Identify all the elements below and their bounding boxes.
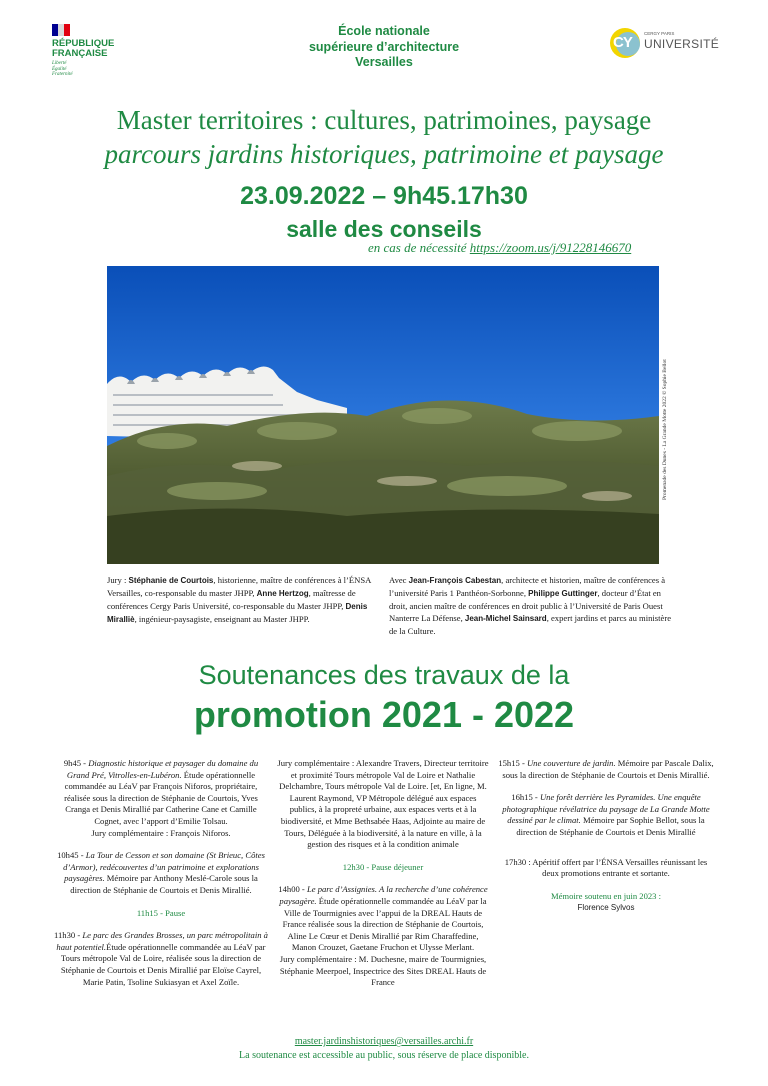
- master-title: Master territoires : cultures, patrimoines, paysage: [116, 105, 652, 135]
- promotion-heading: promotion 2021 - 2022: [193, 694, 575, 735]
- session-1: [54, 758, 268, 839]
- jury-prefix: Jury :: [107, 575, 129, 585]
- jury-name-1: Stéphanie de Courtois: [128, 576, 214, 585]
- jury-right-name-3: Jean-Michel Sainsard: [464, 614, 547, 623]
- school-line-3: Versailles: [355, 55, 413, 69]
- session-2: [54, 850, 268, 896]
- jury-right-name-2: Philippe Guttinger: [528, 589, 598, 598]
- session-text: Mémoire par Anthony Meslé-Carole sous la direction de Stéphanie de Courtois et Denis Mirallié.: [70, 873, 258, 895]
- contact-email-link[interactable]: master.jardinshistoriques@versailles.archi.fr: [294, 1036, 474, 1047]
- pause: 11h15 - Pause: [136, 907, 186, 918]
- jury-right-prefix: Avec: [389, 575, 409, 585]
- session-time: 16h15 -: [511, 792, 540, 803]
- school-name: [234, 24, 534, 71]
- rf-motto-3: Fraternité: [52, 72, 73, 77]
- session-title: Diagnostic historique et paysager du domaine du Grand Pré, Vitrolles-en-Lubéron.: [66, 758, 259, 780]
- jury-text-1: , historienne, maître de conférences à l’ÉNSA Versailles, co-responsable du master JHPP,: [107, 575, 371, 598]
- jury-name-3: Denis Miralliè: [107, 602, 368, 624]
- session-title: Une forêt derrière les Pyramides. Une enquête photographique révélatrice du paysage de La Grande Motte dessiné par le climat.: [502, 792, 710, 826]
- session-text: Mémoire par Sophie Bellot, sous la direction de Stéphanie de Courtois et Denis Mirallié: [516, 815, 705, 837]
- jury-right-text-1: , architecte et historien, maître de conférences à l’université Paris 1 Panthéon-Sorbonne,: [389, 575, 666, 598]
- jury-text-3: , ingénieur-paysagiste, enseignant au Master JHPP.: [134, 614, 310, 624]
- session-time: 15h15 -: [498, 758, 527, 768]
- session-text: Étude opérationnelle commandée au LéaV par Tours métropole Val de Loire, réalisée sous la direction de Stéphanie de Courtois et Denis Mirallié par Eloïse Cayrel, Marie Patin, Tsoline Sukiasyan et Axel Zoïle.: [60, 941, 266, 987]
- rf-title-line1: RÉPUBLIQUE: [52, 38, 115, 49]
- session-title: Le parc d’Assignies. A la recherche d’une cohérence paysagère.: [279, 884, 488, 906]
- session-3-jury: Jury complémentaire : Alexandre Travers, Directeur territoire et proximité Tours métropole Val de Loire et Nathalie Delchambre, Tours métropole Val de Loire. [et, En ligne, M. Laurent Raymond, VP Métropole délégué aux espaces publics, à la propreté urbaine, aux espaces verts et à la biodiversité, et Mme Bethsabée Haas, Adjointe au maire de Tours, Déléguée à la biodiversité, à la nature en ville, à la gestion des risques et à la condition animale: [277, 758, 489, 850]
- session-time: 10h45 -: [57, 850, 86, 861]
- rf-motto-1: Liberté: [52, 61, 67, 66]
- jury-left: [107, 574, 377, 626]
- master-subtitle: parcours jardins historiques, patrimoine et paysage: [104, 139, 664, 169]
- jury-right: [389, 574, 675, 637]
- jury-right-text-3: , expert jardins et parcs au ministère de la Culture.: [389, 613, 672, 636]
- session-jury: Jury complémentaire : François Niforos.: [91, 827, 231, 838]
- pause-lunch: 12h30 - Pause déjeuner: [342, 861, 424, 872]
- session-4: [276, 884, 490, 988]
- photo-credit: [662, 330, 674, 500]
- session-6: [498, 792, 714, 838]
- session-title: Le parc des Grandes Brosses, un parc métropolitain à haut potentiel.: [56, 930, 268, 952]
- soutenances-heading: Soutenances des travaux de la: [198, 660, 570, 690]
- jury-right-name-1: Jean-François Cabestan: [408, 576, 502, 585]
- jury-text-2: , maîtresse de conférences Cergy Paris Université, co-responsable du Master JHPP,: [107, 588, 356, 611]
- event-date: 23.09.2022 – 9h45.17h30: [240, 182, 528, 210]
- jury-right-text-2: , docteur d’État en droit, ancien maître de conférences en droit public à l’Université de Paris Ouest Nanterre La Défense,: [389, 588, 663, 623]
- session-text: Étude opérationnelle commandée au LéaV par François Niforos, propriétaire, réalisée sous la direction de Stéphanie de Courtois, Yves Cranga et Denis Mirallié par Catherine Cane et Camille Cognet, avec l’apport d’Emilie Tolsau.: [64, 769, 258, 826]
- session-5: [498, 758, 714, 781]
- session-time: 14h00 -: [278, 884, 307, 895]
- rf-motto-2: Égalité: [52, 66, 67, 72]
- school-line-1: École nationale: [338, 24, 430, 38]
- event-room: salle des conseils: [286, 216, 482, 242]
- session-title: La Tour de Cesson et son domaine (St Brieuc, Côtes d’Armor), redécouvertes d’un patrimoine et explorations paysagères.: [63, 850, 265, 884]
- session-text: Mémoire par Pascale Dalix, sous la direction de Stéphanie de Courtois et Denis Mirallié.: [502, 758, 714, 780]
- aperitif: 17h30 : Apéritif offert par l’ÉNSA Versailles réunissant les deux promotions entrante et sortante.: [504, 856, 708, 879]
- session-text: Étude opérationnelle commandée au LéaV par la Ville de Tourmignies avec l’appui de la DREAL Hauts de France réalisée sous la direction de Stéphanie de Courtois, Aline Le Cœur et Denis Mirallié par Rim Charaffedine, Manon Crouzet, Gaetane Fruchon et Ulysse Merlant.: [282, 895, 487, 953]
- zoom-prefix: en cas de nécessité: [368, 240, 470, 255]
- republique-francaise-logo: [52, 24, 132, 78]
- program-column-1: [54, 758, 268, 999]
- cy-letters: CY: [613, 34, 632, 51]
- cy-universite-text: UNIVERSITÉ: [644, 37, 720, 51]
- jury-name-2: Anne Hertzog: [256, 589, 309, 598]
- photo-credit-text: Promenade des Dunes - La Grande Motte 2022 © Sophie Bellot: [662, 359, 668, 500]
- rf-motto: [52, 61, 132, 78]
- session-time: 11h30 -: [54, 930, 83, 941]
- zoom-link[interactable]: https://zoom.us/j/91228146670: [469, 240, 632, 255]
- cy-small-text: CERGY PARIS: [644, 31, 675, 36]
- school-line-2: supérieure d’architecture: [308, 39, 460, 54]
- dunes-photo: [107, 266, 659, 564]
- zoom-line: [368, 240, 688, 256]
- memoire-name: Florence Sylvos: [577, 903, 635, 913]
- footer-note: La soutenance est accessible au public, sous réserve de place disponible.: [239, 1050, 529, 1061]
- session-jury: Jury complémentaire : M. Duchesne, maire de Tourmignies, Stéphanie Meerpoel, Inspectrice des Sites DREAL Hauts de France: [279, 953, 487, 988]
- cy-universite-logo: [610, 28, 720, 62]
- session-time: 9h45 -: [63, 758, 89, 768]
- memoire-label: Mémoire soutenu en juin 2023 :: [550, 890, 662, 901]
- memoire-block: [498, 891, 714, 914]
- program-column-2: [276, 758, 490, 1000]
- session-title: Une couverture de jardin.: [526, 758, 616, 768]
- rf-title-line2: FRANÇAISE: [52, 48, 108, 59]
- program-column-3: [498, 758, 714, 914]
- marianne-icon: [52, 24, 70, 36]
- session-3: [54, 930, 268, 988]
- footer-email-line: [0, 1036, 768, 1047]
